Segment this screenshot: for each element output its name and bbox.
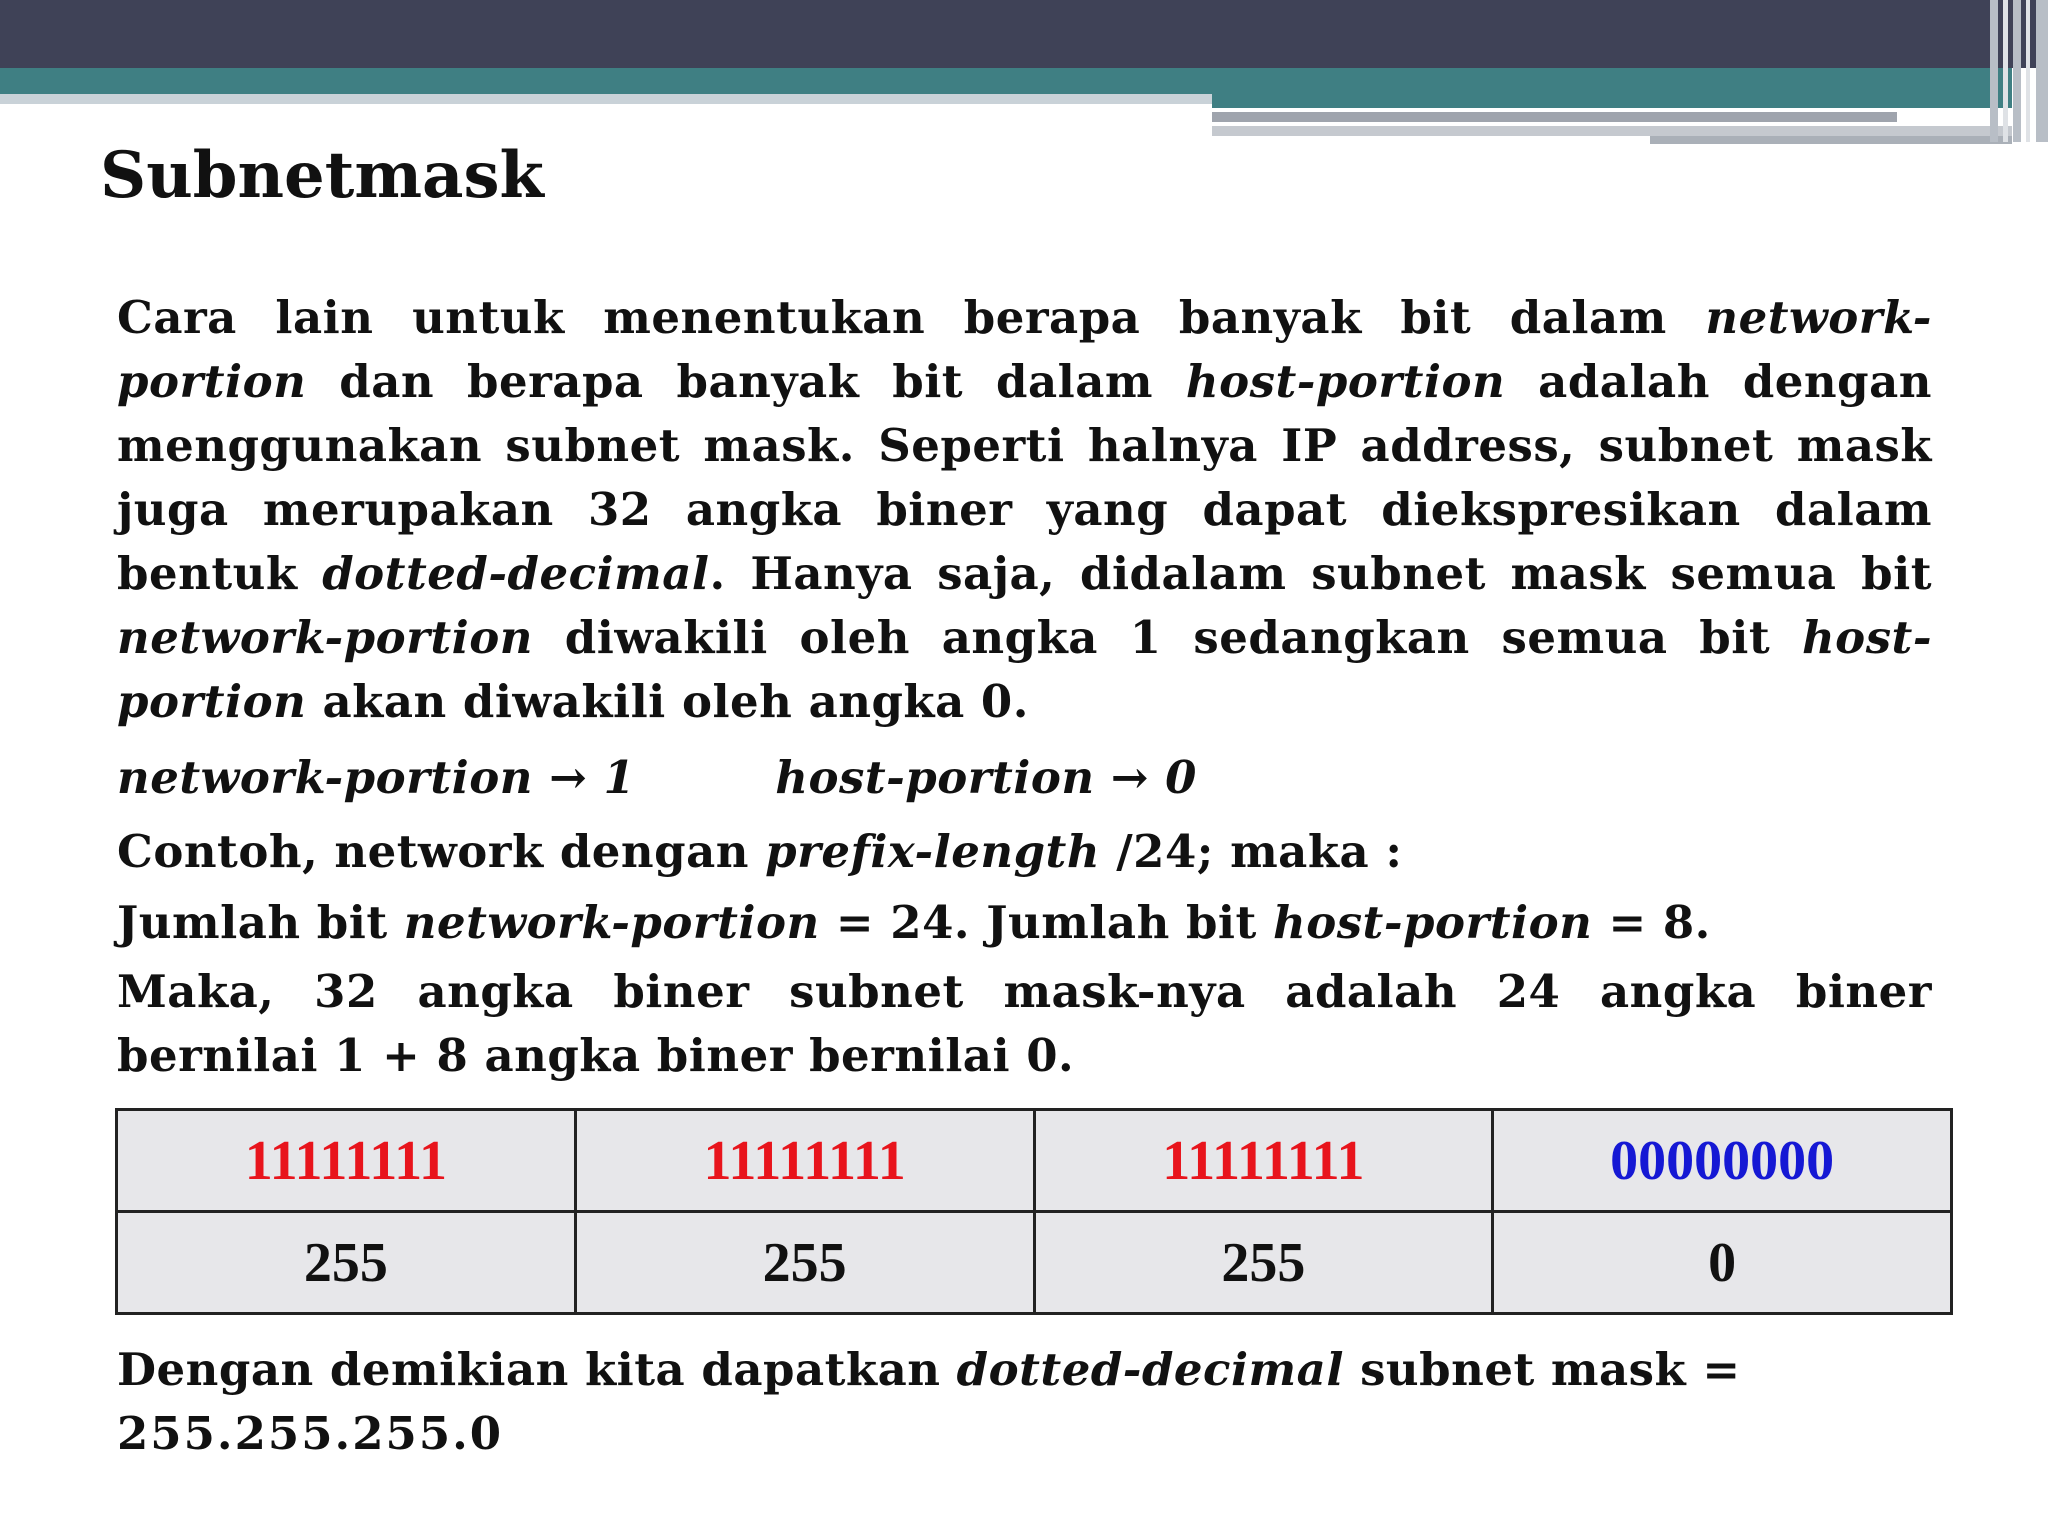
text-span: diwakili oleh angka 1 sedangkan semua bit — [532, 611, 1802, 664]
header-vertical-stripe — [2013, 0, 2021, 142]
header-stripe — [1212, 126, 2012, 136]
text-span: Jumlah bit — [117, 896, 404, 949]
header-vertical-stripe — [2026, 0, 2030, 142]
header-stripe — [1650, 136, 2012, 144]
text-span: subnet mask = — [1343, 1343, 1741, 1396]
host-portion-mapping: host-portion → 0 — [775, 751, 1197, 804]
text-span: Cara lain untuk menentukan berapa banyak bit dalam — [117, 291, 1706, 344]
bit-count-line — [117, 891, 1932, 955]
header-vertical-stripe — [1990, 0, 1998, 142]
octet-2-binary: 11111111 — [575, 1110, 1034, 1212]
italic-term: dotted-decimal — [322, 547, 710, 600]
header-bar-dark — [0, 0, 2048, 68]
text-span: Dengan demikian kita dapatkan — [117, 1343, 957, 1396]
octet-3-decimal: 255 — [1034, 1212, 1493, 1314]
octet-4-binary: 00000000 — [1493, 1110, 1952, 1212]
italic-term: host-portion — [1272, 896, 1593, 949]
text-span: = 8. — [1592, 896, 1711, 949]
italic-term: host-portion — [117, 611, 1932, 728]
header-bar-teal — [0, 68, 1212, 94]
italic-term: network-portion — [117, 611, 533, 664]
text-span: Contoh, network dengan — [117, 825, 766, 878]
italic-term: dotted-decimal — [956, 1343, 1344, 1396]
slide-title: Subnetmask — [100, 138, 544, 213]
italic-term: network-portion — [403, 896, 820, 949]
italic-term: prefix-length — [765, 825, 1101, 878]
conclusion-paragraph — [117, 1338, 1932, 1466]
header-bar-light — [0, 94, 1212, 104]
intro-paragraph — [117, 286, 1932, 734]
octet-3-binary: 11111111 — [1034, 1110, 1493, 1212]
text-span: dan berapa banyak bit dalam — [306, 355, 1186, 408]
octet-2-decimal: 255 — [575, 1212, 1034, 1314]
decimal-row — [117, 1212, 1952, 1314]
network-portion-mapping: network-portion → 1 — [117, 751, 636, 804]
header-stripe — [1212, 112, 1897, 122]
subnet-mask-value: 255.255.255.0 — [117, 1407, 504, 1460]
octet-4-decimal: 0 — [1493, 1212, 1952, 1314]
text-span: = 24. Jumlah bit — [819, 896, 1273, 949]
example-line — [117, 820, 1932, 884]
binary-row — [117, 1110, 1952, 1212]
header-bar-teal-right — [1212, 68, 2012, 108]
italic-term: network-portion — [117, 291, 1932, 408]
subnet-mask-table — [115, 1108, 1953, 1315]
text-span: akan diwakili oleh angka 0. — [306, 675, 1029, 728]
octet-1-decimal: 255 — [117, 1212, 576, 1314]
header-vertical-stripe — [2036, 0, 2048, 142]
binary-explanation: Maka, 32 angka biner subnet mask-nya adalah 24 angka biner bernilai 1 + 8 angka biner bernilai 0. — [117, 965, 1932, 1082]
italic-term: host-portion — [1185, 355, 1506, 408]
header-vertical-stripe — [2003, 0, 2008, 142]
text-span: . Hanya saja, didalam subnet mask semua bit — [709, 547, 1932, 600]
text-span: adalah dengan menggunakan subnet mask. Seperti halnya IP address, subnet mask juga merupakan 32 angka biner yang dapat diekspresikan dalam bentuk — [117, 355, 1932, 600]
text-span: /24; maka : — [1100, 825, 1403, 878]
octet-1-binary: 11111111 — [117, 1110, 576, 1212]
portion-mapping — [117, 746, 1932, 810]
